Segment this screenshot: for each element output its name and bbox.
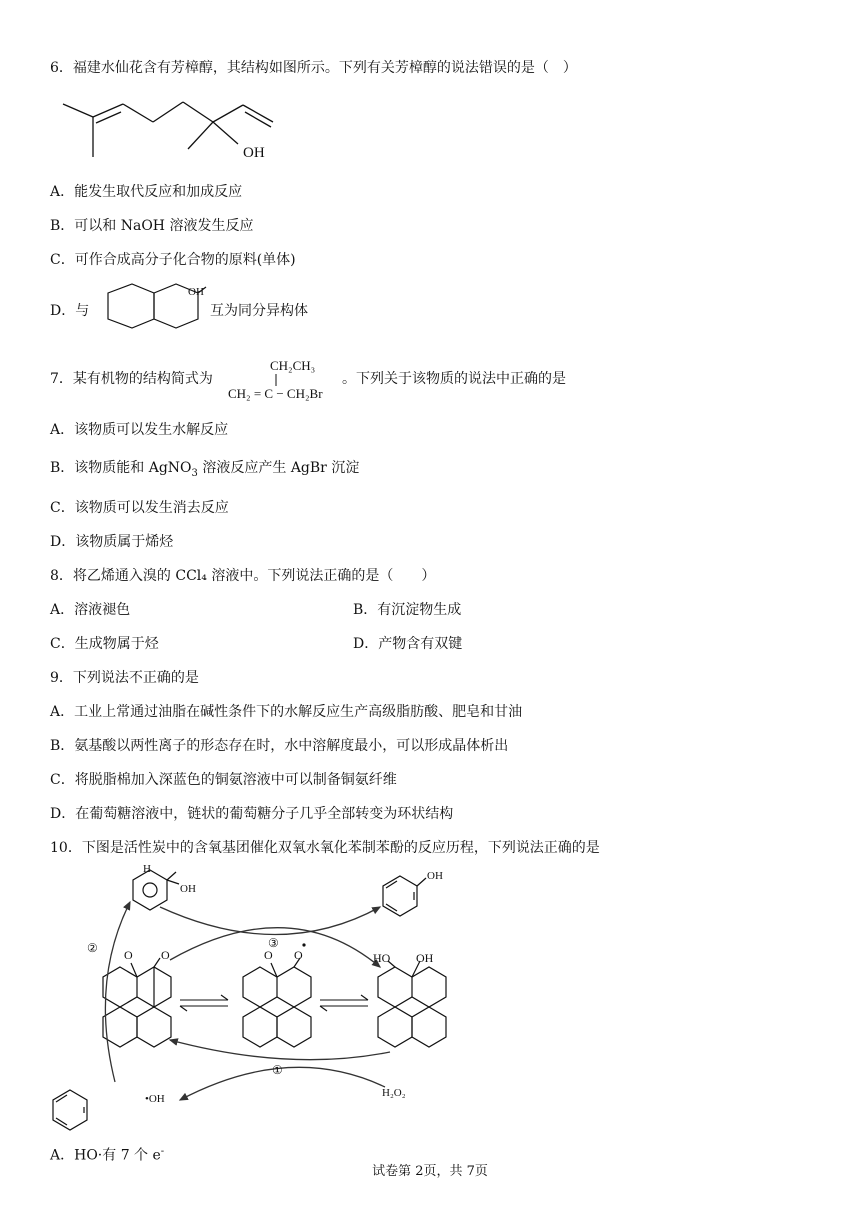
q6-option-c: C．可作合成高分子化合物的原料(单体) bbox=[50, 252, 296, 268]
q10-h-label: H bbox=[143, 863, 151, 875]
q7-stem-suffix: 。下列关于该物质的说法中正确的是 bbox=[342, 371, 566, 387]
q10-reaction-mechanism-diagram bbox=[40, 862, 480, 1136]
q10-step1-label: ① bbox=[272, 1063, 283, 1077]
q10-step2-label: ② bbox=[87, 941, 98, 955]
q6-oh-label: OH bbox=[243, 145, 265, 161]
q6-option-b: B．可以和 NaOH 溶液发生反应 bbox=[50, 218, 254, 234]
q10-o-label-1: O bbox=[124, 948, 133, 962]
q10-oh-label-phenol: OH bbox=[427, 870, 443, 882]
q10-oh-label-diol: OH bbox=[416, 951, 434, 965]
q8-option-d: D．产物含有双键 bbox=[353, 636, 463, 652]
q10-oh-label-intermediate: OH bbox=[180, 883, 196, 895]
q10-stem: 10．下图是活性炭中的含氧基团催化双氧水氧化苯制苯酚的反应历程，下列说法正确的是 bbox=[50, 840, 600, 856]
q6-decalinol-structure bbox=[94, 282, 214, 346]
q6-linalool-structure bbox=[58, 92, 288, 171]
q10-o-label-2: O bbox=[161, 948, 170, 962]
q7-option-a: A．该物质可以发生水解反应 bbox=[50, 422, 229, 438]
q6-option-a: A．能发生取代反应和加成反应 bbox=[50, 184, 243, 200]
q7-formula-bottom: CH₂ = C − CH₂Br bbox=[228, 386, 323, 401]
q6-d-oh-label: OH bbox=[188, 286, 204, 298]
q7-structure-formula bbox=[228, 356, 343, 408]
q10-ho-label: HO bbox=[373, 951, 391, 965]
q9-option-c: C．将脱脂棉加入深蓝色的铜氨溶液中可以制备铜氨纤维 bbox=[50, 772, 397, 788]
q7-option-c: C．该物质可以发生消去反应 bbox=[50, 500, 229, 516]
q8-stem: 8．将乙烯通入溴的 CCl₄ 溶液中。下列说法正确的是（ ） bbox=[50, 568, 436, 584]
q10-step3-label: ③ bbox=[268, 936, 279, 950]
q7-option-d: D．该物质属于烯烃 bbox=[50, 534, 174, 550]
q9-option-d: D．在葡萄糖溶液中，链状的葡萄糖分子几乎全部转变为环状结构 bbox=[50, 806, 454, 822]
q9-option-b: B．氨基酸以两性离子的形态存在时，水中溶解度最小，可以形成晶体析出 bbox=[50, 738, 509, 754]
q10-o-label-3: O bbox=[264, 948, 273, 962]
q10-option-a: A．HO·有 7 个 e- bbox=[50, 1146, 165, 1164]
q7-formula-top: CH₂CH₃ bbox=[270, 358, 316, 373]
q10-o-radical-label: O bbox=[294, 948, 303, 962]
q8-option-a: A．溶液褪色 bbox=[50, 602, 131, 618]
q6-option-d-prefix: D．与 bbox=[50, 303, 90, 319]
q7-option-b: B．该物质能和 AgNO$_3$ 溶液反应产生 AgBr 沉淀 bbox=[50, 460, 360, 479]
q9-option-a: A．工业上常通过油脂在碱性条件下的水解反应生产高级脂肪酸、肥皂和甘油 bbox=[50, 704, 523, 720]
q8-option-c: C．生成物属于烃 bbox=[50, 636, 159, 652]
q10-h2o2-label: H₂O₂ bbox=[382, 1087, 406, 1099]
q7-stem-prefix: 7．某有机物的结构简式为 bbox=[50, 371, 213, 387]
q6-option-d-suffix: 互为同分异构体 bbox=[210, 303, 308, 319]
page-footer: 试卷第 2页，共 7页 bbox=[372, 1164, 488, 1179]
q8-option-b: B．有沉淀物生成 bbox=[353, 602, 462, 618]
q6-stem: 6．福建水仙花含有芳樟醇，其结构如图所示。下列有关芳樟醇的说法错误的是（ ） bbox=[50, 60, 577, 76]
q10-radical-oh-label: •OH bbox=[145, 1093, 165, 1105]
q9-stem: 9．下列说法不正确的是 bbox=[50, 670, 199, 686]
q10-radical-dot bbox=[302, 943, 305, 946]
